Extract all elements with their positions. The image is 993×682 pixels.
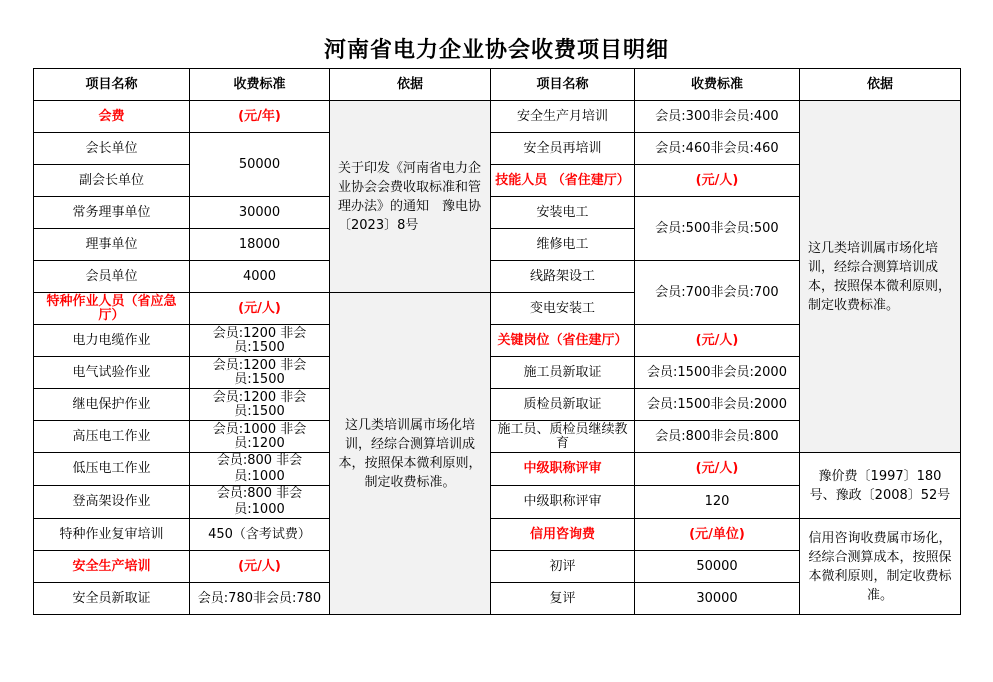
item-review-training: 特种作业复审培训 bbox=[34, 519, 190, 551]
item-electrical-test: 电气试验作业 bbox=[34, 357, 190, 389]
item-builder-new: 施工员新取证 bbox=[491, 357, 635, 389]
table-row bbox=[34, 101, 961, 133]
fee-director: 18000 bbox=[190, 229, 330, 261]
section-special: 特种作业人员（省应急厅） bbox=[34, 293, 190, 325]
item-repair-electrician: 维修电工 bbox=[491, 229, 635, 261]
item-standing-director: 常务理事单位 bbox=[34, 197, 190, 229]
fee-climbing: 会员:800 非会员:1000 bbox=[190, 486, 330, 519]
fee-standing-director: 30000 bbox=[190, 197, 330, 229]
header-row bbox=[34, 69, 961, 101]
item-inspector-new: 质检员新取证 bbox=[491, 389, 635, 421]
item-safety-retrain: 安全员再培训 bbox=[491, 133, 635, 165]
item-low-voltage: 低压电工作业 bbox=[34, 453, 190, 486]
item-initial-review: 初评 bbox=[491, 551, 635, 583]
item-member: 会员单位 bbox=[34, 261, 190, 293]
fee-safety-retrain: 会员:460非会员:460 bbox=[635, 133, 800, 165]
item-line-erector: 线路架设工 bbox=[491, 261, 635, 293]
section-safety-training: 安全生产培训 bbox=[34, 551, 190, 583]
item-climbing: 登高架设作业 bbox=[34, 486, 190, 519]
fee-continuing-education: 会员:800非会员:800 bbox=[635, 421, 800, 453]
section-membership: 会费 bbox=[34, 101, 190, 133]
fee-low-voltage: 会员:800 非会员:1000 bbox=[190, 453, 330, 486]
item-substation: 变电安装工 bbox=[491, 293, 635, 325]
header-fee-standard-right: 收费标准 bbox=[635, 69, 800, 101]
section-title-review: 中级职称评审 bbox=[491, 453, 635, 486]
item-high-voltage: 高压电工作业 bbox=[34, 421, 190, 453]
fee-safety-month: 会员:300非会员:400 bbox=[635, 101, 800, 133]
section-skill: 技能人员 （省住建厅） bbox=[491, 165, 635, 197]
fee-review-training: 450（含考试费） bbox=[190, 519, 330, 551]
fee-electrician: 会员:500非会员:500 bbox=[635, 197, 800, 261]
basis-title-review: 豫价费〔1997〕180号、豫政〔2008〕52号 bbox=[800, 453, 961, 519]
section-credit-unit: (元/单位) bbox=[635, 519, 800, 551]
fee-re-review: 30000 bbox=[635, 583, 800, 615]
basis-training-left: 这几类培训属市场化培训，经综合测算培训成本，按照保本微利原则，制定收费标准。 bbox=[330, 293, 491, 615]
item-continuing-education: 施工员、质检员继续教育 bbox=[491, 421, 635, 453]
fee-title-review: 120 bbox=[635, 486, 800, 519]
section-key-post-unit: (元/人) bbox=[635, 325, 800, 357]
table-row bbox=[34, 453, 961, 486]
section-title-review-unit: (元/人) bbox=[635, 453, 800, 486]
section-credit: 信用咨询费 bbox=[491, 519, 635, 551]
fee-line: 会员:700非会员:700 bbox=[635, 261, 800, 325]
fee-inspector-new: 会员:1500非会员:2000 bbox=[635, 389, 800, 421]
section-safety-training-unit: (元/人) bbox=[190, 551, 330, 583]
header-fee-standard: 收费标准 bbox=[190, 69, 330, 101]
item-install-electrician: 安装电工 bbox=[491, 197, 635, 229]
header-basis: 依据 bbox=[330, 69, 491, 101]
basis-membership: 关于印发《河南省电力企业协会会费收取标准和管理办法》的通知 豫电协〔2023〕8号 bbox=[330, 101, 491, 293]
section-membership-unit: (元/年) bbox=[190, 101, 330, 133]
fee-table bbox=[33, 68, 961, 615]
basis-credit: 信用咨询收费属市场化，经综合测算成本，按照保本微利原则，制定收费标准。 bbox=[800, 519, 961, 615]
item-president: 会长单位 bbox=[34, 133, 190, 165]
item-relay: 继电保护作业 bbox=[34, 389, 190, 421]
fee-member: 4000 bbox=[190, 261, 330, 293]
basis-training-right: 这几类培训属市场化培训，经综合测算培训成本，按照保本微利原则，制定收费标准。 bbox=[800, 101, 961, 453]
fee-electrical-test: 会员:1200 非会员:1500 bbox=[190, 357, 330, 389]
section-skill-unit: (元/人) bbox=[635, 165, 800, 197]
item-re-review: 复评 bbox=[491, 583, 635, 615]
fee-relay: 会员:1200 非会员:1500 bbox=[190, 389, 330, 421]
section-special-unit: (元/人) bbox=[190, 293, 330, 325]
header-item-name: 项目名称 bbox=[34, 69, 190, 101]
fee-president: 50000 bbox=[190, 133, 330, 197]
section-key-post: 关键岗位（省住建厅） bbox=[491, 325, 635, 357]
header-item-name-right: 项目名称 bbox=[491, 69, 635, 101]
page-title: 河南省电力企业协会收费项目明细 bbox=[323, 38, 669, 63]
item-cable: 电力电缆作业 bbox=[34, 325, 190, 357]
fee-initial-review: 50000 bbox=[635, 551, 800, 583]
item-title-review: 中级职称评审 bbox=[491, 486, 635, 519]
fee-safety-new: 会员:780非会员:780 bbox=[190, 583, 330, 615]
item-director: 理事单位 bbox=[34, 229, 190, 261]
fee-cable: 会员:1200 非会员:1500 bbox=[190, 325, 330, 357]
table-row bbox=[34, 519, 961, 551]
fee-high-voltage: 会员:1000 非会员:1200 bbox=[190, 421, 330, 453]
item-safety-new: 安全员新取证 bbox=[34, 583, 190, 615]
header-basis-right: 依据 bbox=[800, 69, 961, 101]
item-safety-month: 安全生产月培训 bbox=[491, 101, 635, 133]
fee-builder-new: 会员:1500非会员:2000 bbox=[635, 357, 800, 389]
item-vice-president: 副会长单位 bbox=[34, 165, 190, 197]
